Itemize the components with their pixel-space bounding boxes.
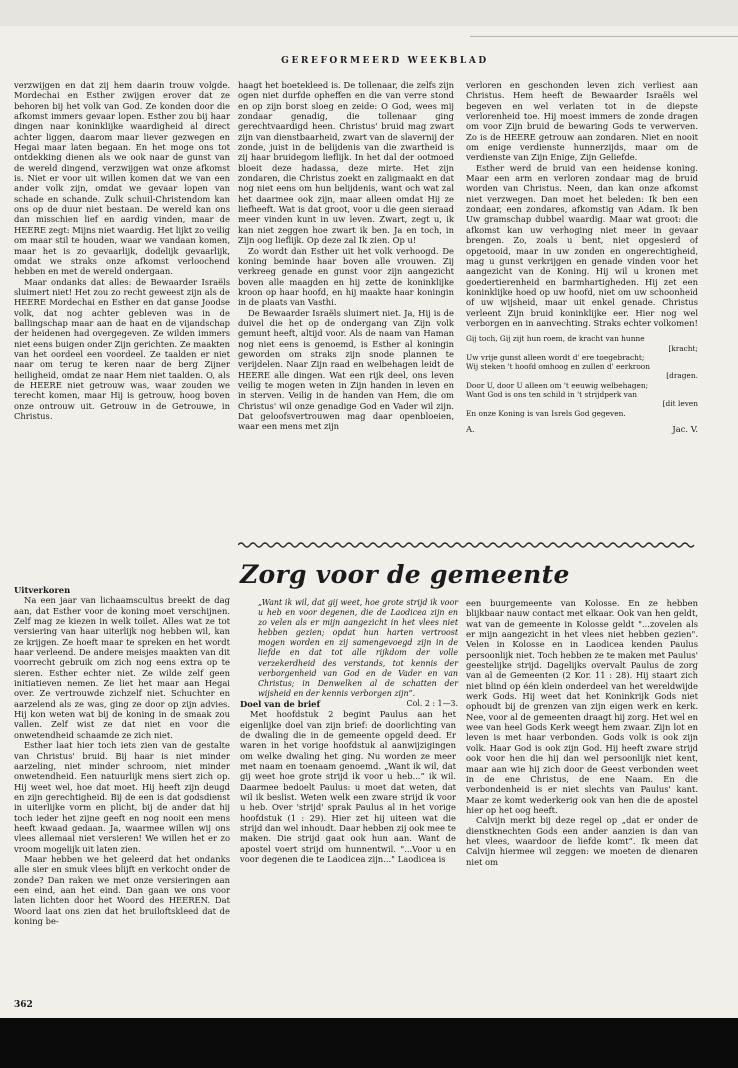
paragraph: Na een jaar van lichaamscultus breekt de dag aan, dat Esther voor de koning moet verschijnen. Zelf mag ze kiezen in welk toilet. Alles wat ze tot versiering van haar uiterlijk nog hebben wil, kan ze krijgen. Ze hoeft maar te spreken en het wordt haar verleend. De andere meisjes maakten van dit voorrecht gebruik om zich nog eens extra op te sieren. Esther echter niet. Ze wilde zelf geen initiatieven nemen. Ze liet het maar aan Hegai over. Ze vertrouwde zichzelf niet. Schuchter en aarzelend als ze was, ging ze door op zijn advies. Hij kon weten wat bij de koning in de smaak zou vallen. Zelf wist ze dat niet en voor die onwetendheid schaamde ze zich niet. bbox=[14, 595, 230, 740]
scan-top-rule bbox=[470, 36, 738, 37]
author-signature: Jac. V. bbox=[672, 423, 698, 434]
column-3 bbox=[466, 80, 698, 540]
quote-text: „Want ik wil, dat gij weet, hoe grote strijd ik voor u heb en voor degenen, die de Laodicea zijn en zo velen als er mijn aangezicht in het vlees niet hebben gezien; opdat hun harten vertroost mogen worden en zij samengevoegd zijn in de liefde en dat tot alle rijkdom der volle verzekerdheid des verstands, tot kennis der verborgenheid van God en de Vader en van Christus; in Denwelken al de schatten der wijsheid en der kennis verborgen zijn”. bbox=[258, 598, 458, 698]
paragraph: Esther laat hier toch iets zien van de gestalte van Christus' bruid. Bij haar is niet minder aarzeling, niet minder schroom, niet minder onwetendheid. Een natuurlijk mens siert zich op. Hij weet wel, hoe dat moet. Hij heeft zijn deugd en zijn gerechtigheid. Bij de een is dat godsdienst in uiterlijke vorm en plicht, bij de ander dat hij toch ieder het zijne geeft en nog nooit een mens heeft kwaad gedaan. Ja, waarmee willen wij ons vlees allemaal niet versieren! We willen het er zo vroom mogelijk uit laten zien. bbox=[14, 740, 230, 854]
quote-reference: Col. 2 : 1—3. bbox=[406, 698, 458, 708]
paragraph: Esther werd de bruid van een heidense koning. Maar een arm en verloren zondaar mag de bruid worden van Christus. Neen, dan kan onze afkomst niet verzwegen. Dan moet het beleden: Ik ben een zondaar, een zondares, afkomstig van Adam. Ik ben Uw gramschap dubbel waardig. Maar wat groot: die afkomst kan uw verhoging niet meer in gevaar brengen. Zo, zoals u bent, niet opgesierd of opgetooid, maar in uw zonden en ongerechtigheid, mag u gunst verkrijgen en genade vinden voor het aangezicht van de Koning. Hij wil u kronen met goedertierenheid en barmhartigheden. Hij zet een koninklijke hoed op uw hoofd, niet om uw schoonheid of uw wijsheid, maar uit enkel genade. Christus verleent Zijn bruid koninklijke eer. Hier nog wel verborgen en in aanvechting. Straks echter volkomen! bbox=[466, 162, 698, 328]
verse-line: Gij toch, Gij zijt hun roem, de kracht van hunne bbox=[466, 334, 645, 344]
verse-line: Uw vrije gunst alleen wordt d' ere toegebracht; bbox=[466, 352, 645, 362]
verse-line: Wij steken 't hoofd omhoog en zullen d' eerkroon bbox=[466, 362, 651, 372]
wavy-divider bbox=[238, 541, 698, 549]
paragraph: haagt het boetekleed is. De tollenaar, die zelfs zijn ogen niet durfde opheffen en die van verre stond en op zijn borst sloeg en zeide: O God, wees mij zondaar genadig, die tollenaar ging gerechtvaardigd heen. Christus' bruid mag zwart zijn van dienstbaarheid, zwart van de slavernij der zonde, juist in de belijdenis van die zwartheid is zij haar bruidegom lieflijk. In het dal der ootmoed bloeit deze hadassa, deze mirte. Het zijn zondaren, die Christus zoekt en zaligmaakt en dat nog niet eens om hun belijdenis, want och wat zal het daarmee ook zijn, maar alleen omdat Hij ze liefheeft. Wat is dat groot, voor u die geen sieraad meer vinden kunt in uw leven. Zwart, zegt u, ik kan niet zeggen hoe zwart ik ben. Ja en toch, in Zijn oog lieflijk. Op deze zal Ik zien. Op u! bbox=[238, 80, 454, 246]
paragraph: Calvijn merkt bij deze regel op „dat er onder de dienstknechten Gods een ander aanzien is dan van het vlees, waardoor de liefde komt”. Ik meen dat Calvijn hiermee wil zeggen: we moeten de dienaren niet om bbox=[466, 815, 698, 867]
verse-continuation: [kracht; bbox=[668, 343, 698, 353]
paragraph: Zo wordt dan Esther uit het volk verhoogd. De koning beminde haar boven alle vrouwen. Zij verkreeg genade en gunst voor zijn aangezicht boven alle maagden en hij zette de koninklijke kroon op haar hoofd, en hij maakte haar koningin in de plaats van Vasthi. bbox=[238, 245, 454, 308]
scripture-quote bbox=[258, 598, 458, 709]
paragraph: De Bewaarder Israëls sluimert niet. Ja, Hij is de duivel die het op de ondergang van Zijn volk gemunt heeft, altijd voor. Als de naam van Haman nog niet eens is genoemd, is Esther al koningin geworden om straks zijn snode plannen te verijdelen. Naar Zijn raad en welbehagen leidt de HEERE alle dingen. Wat een rijk deel, ons leven veilig te mogen weten in Zijn handen in leven en in sterven. Veilig in de handen van Hem, die om Christus' wil onze genadige God en Vader wil zijn. Dat geloofsvertrouwen mag daar openbloeien, waar een mens met zijn bbox=[238, 307, 454, 432]
verse-continuation: [dit leven bbox=[662, 399, 698, 409]
running-header: GEREFORMEERD WEEKBLAD bbox=[281, 56, 489, 66]
paragraph: verloren en geschonden leven zich verliest aan Christus. Hem heeft de Bewaarder Israëls wel begeven en wel verlaten tot in de diepste verlorenheid toe. Hij moest immers de zonde dragen om voor Zijn bruid de bewaring Gods te verwerven. Zo is de HEERE getrouw aan zondaren. Niet en nooit om enige verdienste hunnerzijds, maar om de verdienste van Zijn Enige, Zijn Geliefde. bbox=[466, 80, 698, 163]
section-heading: Uitverkoren bbox=[14, 585, 71, 595]
signature-initial: A. bbox=[466, 423, 475, 434]
section-heading: Doel van de brief bbox=[240, 699, 321, 709]
scan-top-margin bbox=[0, 0, 738, 26]
column-2 bbox=[238, 80, 454, 536]
paragraph: Maar ondanks dat alles: de Bewaarder Israëls sluimert niet! Het zou zo recht geweest zijn als de HEERE Mordechai en Esther en dat ganse Joodse volk, dat nog achter gebleven was in de ballingschap maar aan de haat en de vijandschap der heidenen had overgegeven. Ze wilden immers niet eens buigen onder Zijn gerichten. Ze maakten van het oordeel een voordeel. Ze taalden er niet naar om terug te keren naar de berg Zijner heiligheid, omdat ze naar Hem niet taalden. O, als de HEERE niet getrouw was, waar zouden we terecht komen, maar Hij is getrouw, hoog boven onze ontrouw uit. Getrouw in de Getrouwe, in Christus. bbox=[14, 276, 230, 421]
paragraph: verzwijgen en dat zij hem daarin trouw volgde. Mordechai en Esther zwijgen erover dat ze behoren bij het volk van God. Ze konden door die afkomst immers gevaar lopen. Esther zou bij haar dingen naar koninklijke waardigheid al direct achter liggen, daarom maar liever gezwegen en Hegai maar laten begaan. En het moge ons tot ontdekking dienen als we ook naar de gunst van de wereld dingend, verzwijgen wat onze afkomst is. Niet er voor uit willen komen dat we van een ander volk zijn, omdat we gevaar lopen van schade en schande. Zulk schuil-Christendom kan ons op de duur niet bestaan. De wereld kan ons dan misschien lief en aardig vinden, maar de HEERE zegt: Mijns niet waardig. Het lijkt zo veilig om maar stil te houden, waar we vandaan komen, maar het is zo gevaarlijk, dodelijk gevaarlijk, omdat we straks onze afkomst verloochend hebben en met de wereld ondergaan. bbox=[14, 80, 230, 277]
psalm-verse bbox=[466, 334, 698, 418]
paragraph: Maar hebben we het geleerd dat het ondanks alle sier en smuk vlees blijft en verkocht onder de zonde? Dan raken we met onze versieringen aan een eind, aan het eind. Dan gaan we ons voor laten lichten door het Woord des HEEREN. Dat Woord laat ons zien dat het bruiloftskleed dat de koning be- bbox=[14, 853, 230, 926]
column-5 bbox=[240, 696, 456, 1008]
verse-line: En onze Koning is van Isrels God gegeven. bbox=[466, 408, 626, 418]
paragraph: Met hoofdstuk 2 begint Paulus aan het eigenlijke doel van zijn brief: de doorlichting van de dwaling die in de gemeente opgeld deed. Er waren in het vorige hoofdstuk al aanwijzigingen om welke dwaling het ging. Nu worden ze meer met naam en toenaam genoemd. „Want ik wil, dat gij weet hoe grote strijd ik voor u heb...” ik wil. Daarmee bedoelt Paulus: u moet dat weten, dat wil ik beslist. Weten welk een zware strijd ik voor u heb. Over 'strijd' sprak Paulus al in het vorige hoofdstuk (1 : 29). Hier zet hij uiteen wat die strijd dan wel inhoudt. Daar hebben zij ook mee te maken. Die strijd gaat ook hun aan. Want de apostel voert strijd om hunnentwil. "...Voor u en voor degenen die te Laodicea zijn..." Laodicea is bbox=[240, 709, 456, 865]
verse-continuation: [dragen. bbox=[666, 371, 698, 381]
column-1 bbox=[14, 80, 230, 577]
verse-line: Want God is ons ten schild in 't strijdperk van bbox=[466, 390, 637, 400]
scan-bottom-edge bbox=[0, 1018, 738, 1068]
column-6 bbox=[466, 598, 698, 1008]
column-4 bbox=[14, 582, 230, 1007]
article-title: Zorg voor de gemeente bbox=[240, 560, 570, 589]
page-number: 362 bbox=[14, 1000, 33, 1010]
paragraph: een buurgemeente van Kolosse. En ze hebben blijkbaar nauw contact met elkaar. Ook van hen geldt, wat van de gemeente in Kolosse geldt "...zovelen als er mijn aangezicht in het vlees niet hebben gezien". Velen in Kolosse en in Laodicea kenden Paulus persoonlijk niet. Toch hebben ze te maken met Paulus' geestelijke strijd. Dagelijks overvalt Paulus de zorg van al de Gemeenten (2 Kor. 11 : 28). Hij staart zich niet blind op één klein onderdeel van het wereldwijde werk Gods. Hij weet dat het Koninkrijk Gods niet ophoudt bij de grenzen van zijn eigen werk en kerk. Nee, voor al de gemeenten draagt hij zorg. Het wel en wee van heel Gods Kerk weegt hem zwaar. Zijn lot en leven is met haar verbonden. Gods volk is ook zijn volk. Haar God is ook zijn God. Hij heeft zware strijd ook voor hen die hij dan wel persoonlijk niet kent, maar aan wie hij zich door de Geest verbonden weet in de ene Christus, de ene Naam. En die verbondenheid is er niet slechts van Paulus' kant. Maar ze komt wederkerig ook van hen die de apostel hier op het oog heeft. bbox=[466, 598, 698, 815]
signature-row bbox=[466, 424, 698, 434]
verse-line: Door U, door U alleen om 't eeuwig welbehagen; bbox=[466, 380, 649, 390]
